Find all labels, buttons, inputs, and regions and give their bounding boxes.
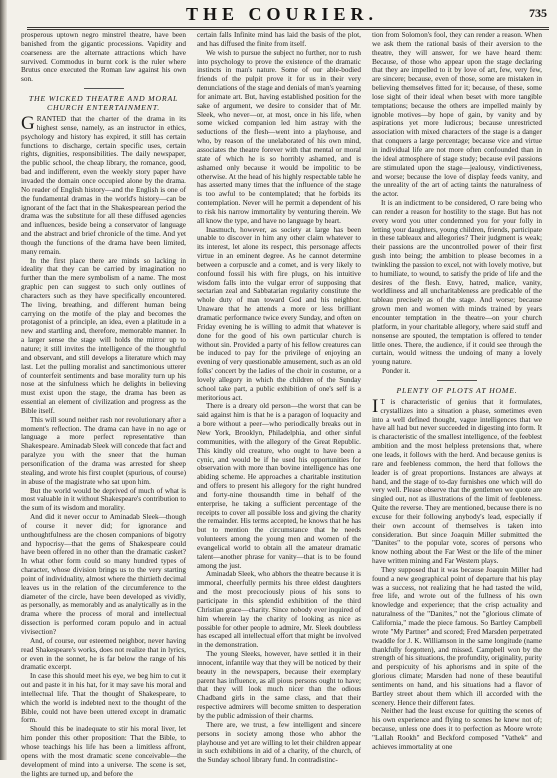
paragraph: There is a dreary old person—the worst that can be said against him is that he is a paragon of loquacity and a bore without a peer—who periodically breaks out in New York, Brooklyn, Philadelphia, and other sinful communities, with the allegory of the Great Republic. This kindly old creature, who ought to have been a cynic, and would be if he used his opportunities for observation with more than bovine intelligence has one abiding scheme. He approaches a charitable institution and offers to present his allegory for the right hundred and forty-nine thousandth time in behalf of the enterprise, he taking a sufficient percentage of the receipts to cover all possible loss and giving the charity the remainder. His terms accepted, he knows that he has but to mention the circumstance that he needs volunteers among the young men and women of the evangelical world to obtain all the amateur dramatic talent—another phrase for vanity—that is to be found among the just. — [197, 402, 361, 570]
paragraph: We wish to pursue the subject no further, nor to rush into psychology to prove the existence of the dramatic instincts in man's nature. Some of our able-bodied friends of the pulpit prove it for us in their very denunciations of the stage and denials of man's yearning for animate art. But, having established position for the sake of argument, we desire to consider that of Mr. Sleek, who never—or, at most, once in his life, when some wicked companion led him astray with the seductions of the flesh—went into a playhouse, and who, by reason of the unelaborated of his own mind, associates the theatre forever with that mental or moral state of which he is so horribly ashamed, and is ashamed only because it would be impolitic to be otherwise. At the head of his highly respectable table he has asserted many times that the influence of the stage is too awful to be contemplated; that he forbids its contemplation. Never will he permit a dependent of his to risk his narrow immortality by venturing therein. We all know the type, and have no language by heart. — [197, 48, 361, 225]
paragraph: In the first place there are minds so lacking in ideality that they can be carried by imagination no further than the mere symbolism of a name. The most graphic pen can suggest to such only outlines of characters such as they have specifically encountered. The living, breathing, and different human being carrying on the motife of the play and becomes the protagonist of a principle, an idea, even a platitude in a new and startling and, therefore, memorable manner. In a larger sense the stage will holds the mirror up to nature; it still invites the intelligence of the thoughtful and observant, and still develops a literature which may last. Let the pulling moralist and sanctimonious utterer of counterfeit sentiments and base morality turn up his nose at the sinfulness which he delights in believing must exist upon the stage, the drama has been as essential an element of civilization and progress as the Bible itself. — [21, 256, 186, 415]
article-heading: THE WICKED THEATRE AND MORAL CHURCH ENTERTAINMENT. — [28, 94, 179, 113]
binding-edge — [0, 0, 7, 760]
article-heading: PLENTY OF PLOTS AT HOME. — [396, 385, 518, 395]
column-middle — [197, 31, 361, 765]
paragraph: There are, we trust, a few intelligent and sincere persons in society among those who abhor the playhouse and yet are willing to let their children appear in such exhibitions in aid of a charity, of the church, of the Sunday school library fund. In contradistinc- — [197, 720, 361, 765]
paragraph: The young Sleeks, however, have settled it in their innocent, infantile way that they will be noticed by their beauty in the newspapers, because their exemplary parent has influence, as all pious persons ought to have; that they will look much nicer than the odious Chadband girls in the same class, and that their respective admirers will become smitten to desperation by the public admission of their charms. — [197, 650, 361, 720]
paragraph: Should this be inadequate to stir his moral liver, let him ponder this other proposition: That the Bible, to whose teachings his life has been a limitless affront, opens with the most dramatic scene conceivable—the development of mind into a universe. The scene is set, the lights are turned up, and before the — [21, 725, 186, 778]
section-divider — [84, 88, 124, 89]
paragraph-text: T is characteristic of genius that it formulates, crystallizes into a situation a phase, sometimes even into a well defined thought, vague intelligences that we have all had but never succeeded in digesting into form. It is characteristic of the smallest intelligence, of the feeblest ambition and the most helpless pretensions that, where one leads, it follows with the herd. And because genius is rare and feebleness common, the herd that follows the leader is of great proportions. Instances are always at hand, and the stage of to-day furnishes one which will do very well. Please observe that the gentlemen we quote are singled out, not as illustrations of the limit of feebleness. Quite the reverse. They are mentioned, because there is no excuse for their following anybody's lead, especially if their own account of themselves is taken into consideration. But since Joaquin Miller submitted the "Danites" to the popular vote, scores of persons who know nothing about the Far West or the life of the miner have written mining and Far Western plays. — [372, 397, 542, 566]
section-divider — [437, 380, 477, 381]
masthead-title: THE COURIER. — [185, 4, 379, 24]
paragraph: And, of course, our esteemed neighbor, never having read Shakespeare's works, does not realize that in lyrics, or even in the sonnet, he is far below the range of his dramatic excerpt. — [21, 636, 186, 672]
page-number: 735 — [529, 6, 547, 20]
paragraph: Neither had the least excuse for quitting the scenes of his own experience and flying to scenes he knew not of; because, unless one does it to perfection as Moore wrote "Lallah Rookh" and Beckford composed "Vathek" and achieves immortality at one — [372, 707, 542, 751]
paragraph: It is an indictment to be considered, O rare being who can render a reason for hostility to the stage. But has not every word you utter condemned you for your folly in letting your daughters, young children, friends, participate in these tableaux and allegories? Their judgment is weak; their passions are the uncontrolled power of their first gush into being; the ambition to please becomes in a twinkling the passion to excel, not with lovely motive, but to humiliate, to wound, to satisfy the pride of life and the desires of the flesh. Envy, hatred, malice, vanity, worldliness and all uncharitableness are predicable of the tableau precisely as of the stage. And worse; because grown men and women with minds trained by years encounter temptation in the theatre—on your church platform, in your charitable allegory, where said stuff and nonsense are spouted, the temptation is offered to tender little ones. There, the audience, if it could see through the curtain, would witness the undoing of many a lovely young nature. — [372, 199, 542, 367]
paragraph: In case this should meet his eye, we beg him to cut it out and paste it in his hat, for it may save his moral and intellectual life. That the thought of Shakespeare, to which the world is indebted next to the thought of the Bible, could not have been uttered except in dramatic form. — [21, 672, 186, 725]
article-continuation: prosperous uptown negro minstrel theatre, have been banished from the gigantic processions. Vapidity and coarseness are the alternate attractions which have survived. Commodus in burnt cork is the ruler where Brutus once executed the Roman law against his own son. — [21, 31, 186, 84]
header-rule — [27, 27, 549, 28]
paragraph: Aminadab Sleek, who abhors the theatre because it is immoral, cheerfully permits his three eldest daughters and the most precociously pious of his sons to participate in this splendid exhibition of the third Christian grace—charity. Since nobody ever inquired of him wherein lay the charity of looking as nice as possible for other people to admire, Mr. Sleek doubtless has escaped all intellectual effort that might be involved in the demonstration. — [197, 570, 361, 650]
paragraph: certain falls Infinite mind has laid the basis of the plot, and has diffused the finite from itself. — [197, 31, 361, 48]
paragraph — [372, 395, 542, 566]
paragraph: They supposed that it was because Joaquin Miller had found a new geographical point of departure that his play was a success, not realizing that he had tasted the wild, free life, and wrote out of the fullness of his own knowledge and experience; that the crisp actuality and naturalness of the "Danites," not the "glorious climate of California," made the piece famous. So Bartley Campbell wrote "My Partner" and scored; Fred Marsden perpetrated twaddle for J. K. Williamson in the same longitude (name thankfully forgotten), and missed. Campbell won by the strength of his situations, the profundity, originality, purity and perspicuity of his aphorisms and in spite of the glorious climate; Marsden had none of these beautiful sentiments on hand, and his situations had a flavor of Bartley street about them which ill accorded with the scenery. Hence their different fates. — [372, 565, 542, 707]
page-header — [7, 0, 557, 30]
column-right — [372, 31, 542, 753]
paragraph: tion from Solomon's fool, they can render a reason. When we ask them the rational basis of their aversion to the theatre, they will answer, for we have heard them: Because, of those who appear upon the stage declaring that they are impelled to it by love of art, few, very few, are sincere; because, even of those, some are mistaken in believing themselves fitted for it; because, of these, some lose sight of their ideal when beset with more tangible temptations; because the others are impelled mainly by ignoble motives—by hope of gain, by vanity and by aspirations yet more ludicrous; because unrestricted association with mixed characters of the stage is a danger that conquers a large percentage; because vice and virtue in individual life are not more often confounded than in the ideal atmosphere of stage study; because evil passions are stimulated upon the stage—jealousy, vindictiveness, and worse; because the love of display feeds vanity, and the unreality of the art of acting taints the naturalness of the actor. — [372, 31, 542, 199]
header-rule-thin — [27, 29, 549, 30]
column-left — [21, 31, 186, 778]
paragraph: Inasmuch, however, as society at large has been unable to discover in him any other claim whatever to its interest, let alone its respect, this personage affects virtue in an eminent degree. As he cannot determine between a corpuscle and a comet, and is very likely to confound fossil his with fire plugs, on his intuitive wisdom falls into the vulgar error of supposing that sectarian zeal and Sabbatarian regularity constitute the whole duty of man toward God and his neighbor. Unaware that he attends a more or less brilliant dramatic performance twice every Sunday, and often on Friday evening he is willing to admit that whatever is done for the good of his own particular church is without sin. Provided a party of his fellow creatures can be induced to pay for the privilege of enjoying an evening of very questionable amusement, such as an old folks' concert by the ladies of the choir in costume, or a lovely allegory in which the children of the Sunday school take part, a public exhibition of one's self is a meritorious act. — [197, 225, 361, 402]
drop-cap: G — [21, 113, 35, 135]
paragraph: This will sound neither rash nor revolutionary after a moment's reflection. The drama can have in no age or language a more perfect representative than Shakespeare. Aminadab Sleek will concede that fact and paralyze you with the sneer that the human personification of the drama was arrested for sheep stealing, and wrote his first couplet (spurious, of course) in abuse of the magistrate who sat upon him. — [21, 415, 186, 486]
drop-cap: I — [372, 395, 379, 417]
paragraph: But the world would be deprived of much of what is most valuable in it without Shakespeare's contribution to the sum of its wisdom and morality. — [21, 486, 186, 513]
closing-line: Ponder it. — [382, 367, 411, 376]
paragraph: And did it never occur to Aminadab Sleek—though of course it never did; for ignorance and unthoughtfulness are the chosen companions of bigotry and hypocrisy—that the gems of Shakespeare could have been offered in no other than the dramatic casket? In what other form could so many hundred types of character, whose division brings us to the very starting point of individuality, almost where the thirtieth decimal leaves us in the relation of the circumference to the diameter of the circle, have been developed as vividly, as personally, as memorably and as analytically as in the drama where the process of moral and intellectual dissection is performed coram populo and in actual vivisection? — [21, 513, 186, 636]
paragraph-text: RANTED that the charter of the drama in its highest sense, namely, as an instructor in ethics, psychology and history has expired, it still has certain functions to discharge, certain specific uses, certain rights, dignities, responsibilities. The daily newspaper, the public school, the cheap library, the romance, good, bad and indifferent, even the weekly story paper have invaded the domain once occupied alone by the drama. No reader of English history—and the English is one of the fundamental dramas in the world's history—can be ignorant of the fact that in the Shakespearean period the drama was the substitute for all these diffused agencies and influences, beside being a conservator of language and the abstract and brief chronicle of the time. And yet though the functions of the drama have been limited, many remain. — [21, 115, 186, 256]
paragraph — [21, 115, 186, 257]
